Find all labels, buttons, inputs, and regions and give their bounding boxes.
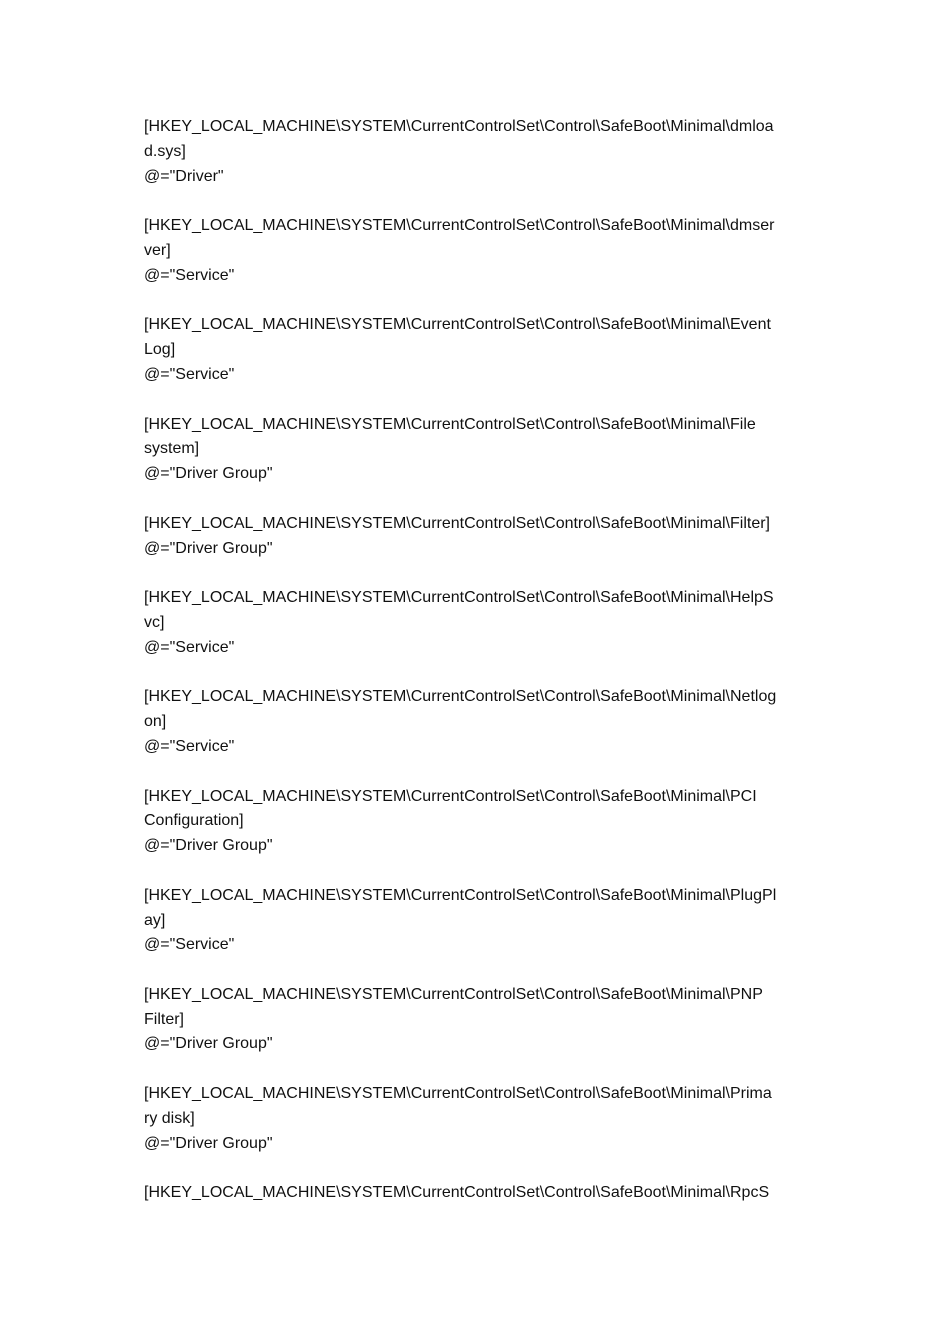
registry-entry — [144, 214, 824, 288]
registry-value-line: @="Service" — [144, 737, 235, 755]
registry-key-line: [HKEY_LOCAL_MACHINE\SYSTEM\CurrentControlSet\Control\SafeBoot\Minimal\PNP — [144, 985, 763, 1003]
registry-value-line: @="Driver Group" — [144, 1134, 273, 1152]
registry-entry — [144, 983, 824, 1057]
registry-value-line: @="Service" — [144, 365, 235, 383]
registry-key-line: [HKEY_LOCAL_MACHINE\SYSTEM\CurrentControlSet\Control\SafeBoot\Minimal\Filter] — [144, 514, 770, 532]
registry-value-line: @="Driver Group" — [144, 837, 273, 855]
registry-key-line: ay] — [144, 911, 166, 929]
registry-entry — [144, 586, 824, 660]
registry-key-line: Configuration] — [144, 812, 244, 830]
registry-entry — [144, 1181, 824, 1206]
registry-entry — [144, 115, 824, 189]
registry-entry — [144, 413, 824, 487]
registry-key-line: [HKEY_LOCAL_MACHINE\SYSTEM\CurrentControlSet\Control\SafeBoot\Minimal\Prima — [144, 1085, 772, 1103]
registry-key-line: [HKEY_LOCAL_MACHINE\SYSTEM\CurrentControlSet\Control\SafeBoot\Minimal\dmser — [144, 217, 775, 235]
registry-key-line: on] — [144, 713, 167, 731]
registry-key-line: ver] — [144, 241, 171, 259]
registry-entry — [144, 512, 824, 562]
registry-key-line: d.sys] — [144, 142, 186, 160]
registry-key-line: system] — [144, 440, 200, 458]
registry-value-line: @="Service" — [144, 266, 235, 284]
registry-value-line: @="Driver" — [144, 167, 224, 185]
registry-key-line: [HKEY_LOCAL_MACHINE\SYSTEM\CurrentControlSet\Control\SafeBoot\Minimal\PlugPl — [144, 886, 777, 904]
registry-key-line: [HKEY_LOCAL_MACHINE\SYSTEM\CurrentControlSet\Control\SafeBoot\Minimal\File — [144, 415, 756, 433]
registry-key-line: Filter] — [144, 1010, 184, 1028]
registry-value-line: @="Driver Group" — [144, 539, 273, 557]
registry-value-line: @="Driver Group" — [144, 1035, 273, 1053]
registry-value-line: @="Driver Group" — [144, 465, 273, 483]
registry-key-line: [HKEY_LOCAL_MACHINE\SYSTEM\CurrentControlSet\Control\SafeBoot\Minimal\HelpS — [144, 589, 774, 607]
registry-entry — [144, 884, 824, 958]
registry-key-line: ry disk] — [144, 1109, 195, 1127]
registry-entry — [144, 685, 824, 759]
registry-key-line: [HKEY_LOCAL_MACHINE\SYSTEM\CurrentControlSet\Control\SafeBoot\Minimal\Netlog — [144, 688, 777, 706]
registry-key-line: Log] — [144, 341, 176, 359]
registry-key-line: [HKEY_LOCAL_MACHINE\SYSTEM\CurrentControlSet\Control\SafeBoot\Minimal\RpcS — [144, 1184, 770, 1202]
registry-entries — [144, 115, 824, 1231]
registry-key-line: vc] — [144, 613, 165, 631]
registry-key-line: [HKEY_LOCAL_MACHINE\SYSTEM\CurrentControlSet\Control\SafeBoot\Minimal\Event — [144, 316, 771, 334]
registry-key-line: [HKEY_LOCAL_MACHINE\SYSTEM\CurrentControlSet\Control\SafeBoot\Minimal\PCI — [144, 787, 757, 805]
registry-entry — [144, 785, 824, 859]
registry-entry — [144, 313, 824, 387]
registry-entry — [144, 1082, 824, 1156]
registry-value-line: @="Service" — [144, 936, 235, 954]
registry-key-line: [HKEY_LOCAL_MACHINE\SYSTEM\CurrentControlSet\Control\SafeBoot\Minimal\dmloa — [144, 118, 774, 135]
registry-value-line: @="Service" — [144, 638, 235, 656]
